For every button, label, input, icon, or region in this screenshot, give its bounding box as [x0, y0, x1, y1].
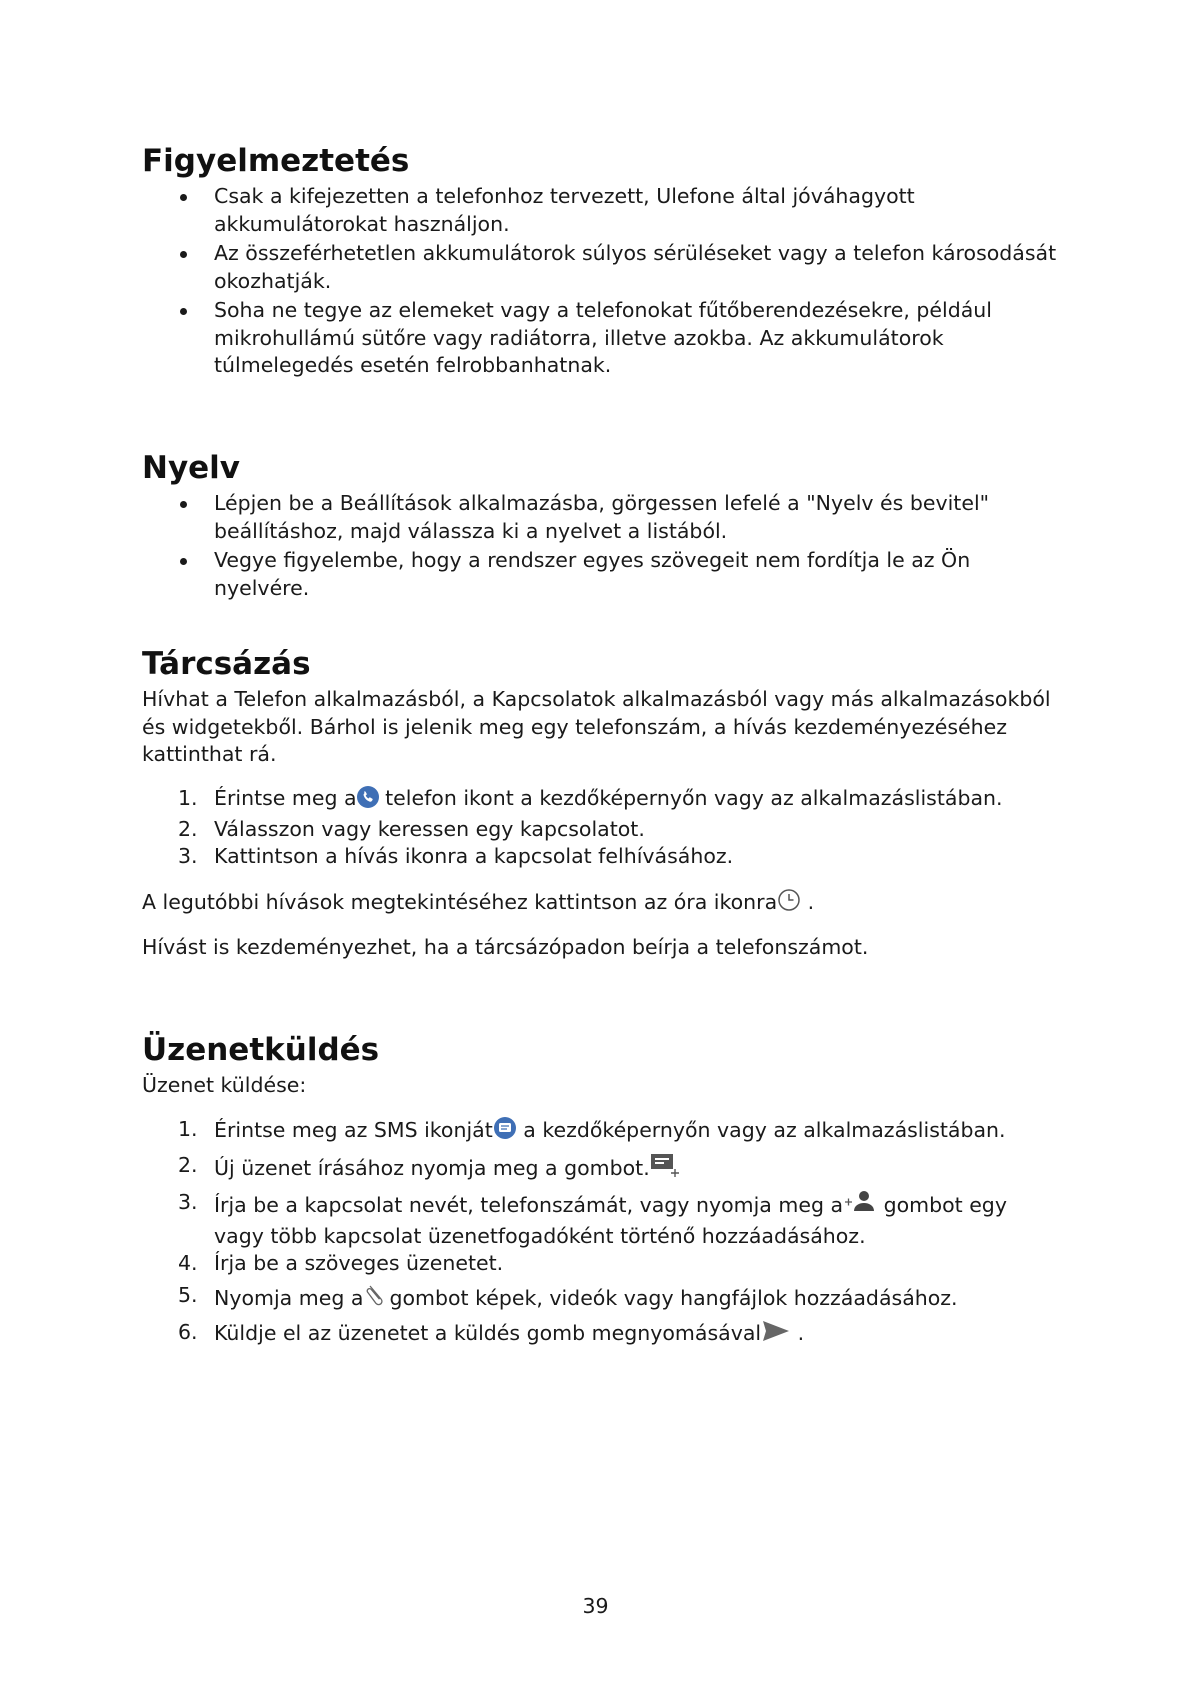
list-item: 3. Írja be a kapcsolat nevét, telefonszámát, vagy nyomja meg a gombot egy vagy több kapcsolat üzenetfogadóként történő hozzáadásához. — [178, 1190, 1007, 1248]
new-message-icon — [650, 1152, 680, 1186]
list-item: 1. Érintse meg az SMS ikonját a kezdőképernyőn vagy az alkalmazáslistában. — [142, 1116, 1062, 1148]
dialpad-text: Hívást is kezdeményezhet, ha a tárcsázópadon beírja a telefonszámot. — [142, 935, 869, 959]
dialing-steps — [142, 785, 1062, 871]
language-list — [142, 490, 1062, 604]
section-heading-warning: Figyelmeztetés — [142, 143, 410, 179]
list-item: 1. Érintse meg a telefon ikont a kezdőképernyőn vagy az alkalmazáslistában. — [142, 785, 1062, 816]
clock-icon — [777, 888, 801, 920]
section-heading-messaging: Üzenetküldés — [142, 1032, 380, 1068]
recent-calls-text: A legutóbbi hívások megtekintéséhez kattintson az óra ikonra . — [142, 888, 1062, 920]
list-item: Vegye figyelembe, hogy a rendszer egyes szövegeit nem fordítja le az Ön nyelvére. — [142, 547, 1062, 602]
list-item: 5. Nyomja meg a gombot képek, videók vagy hangfájlok hozzáadásához. — [142, 1282, 1062, 1316]
list-item: Soha ne tegye az elemeket vagy a telefonokat fűtőberendezésekre, például mikrohullámú sütőre vagy radiátorra, illetve azokba. Az akkumulátorok túlmelegedés esetén felrobbanhatnak. — [142, 297, 1062, 380]
messaging-intro: Üzenet küldése: — [142, 1073, 307, 1097]
paperclip-icon — [363, 1282, 389, 1316]
list-item: Csak a kifejezetten a telefonhoz tervezett, Ulefone által jóváhagyott akkumulátorokat használjon. — [142, 183, 1062, 238]
warning-list — [142, 183, 1062, 382]
section-heading-language: Nyelv — [142, 450, 241, 486]
list-item: 3. Kattintson a hívás ikonra a kapcsolat felhívásához. — [178, 844, 734, 868]
page-number: 39 — [582, 1594, 609, 1618]
add-contact-icon — [843, 1189, 877, 1223]
dialing-intro: Hívhat a Telefon alkalmazásból, a Kapcsolatok alkalmazásból vagy más alkalmazásokból és widgetekből. Bárhol is jelenik meg egy telefonszám, a hívás kezdeményezéséhez kattinthat rá. — [142, 687, 1051, 766]
list-item: Lépjen be a Beállítások alkalmazásba, görgessen lefelé a "Nyelv és bevitel" beállításhoz, majd válassza ki a nyelvet a listából. — [142, 490, 1062, 545]
send-icon — [761, 1319, 791, 1351]
list-item: 4. Írja be a szöveges üzenetet. — [178, 1251, 504, 1275]
list-item: Az összeférhetetlen akkumulátorok súlyos sérüléseket vagy a telefon károsodását okozhatják. — [142, 240, 1062, 295]
sms-icon — [493, 1116, 517, 1148]
phone-icon — [357, 786, 379, 816]
list-item: 2. Új üzenet írásához nyomja meg a gombot. — [142, 1152, 1062, 1186]
list-item: 2. Válasszon vagy keressen egy kapcsolatot. — [178, 816, 645, 841]
list-item: 6. Küldje el az üzenetet a küldés gomb megnyomásával . — [142, 1319, 1062, 1351]
messaging-steps — [142, 1116, 1062, 1351]
section-heading-dialing: Tárcsázás — [142, 646, 311, 682]
